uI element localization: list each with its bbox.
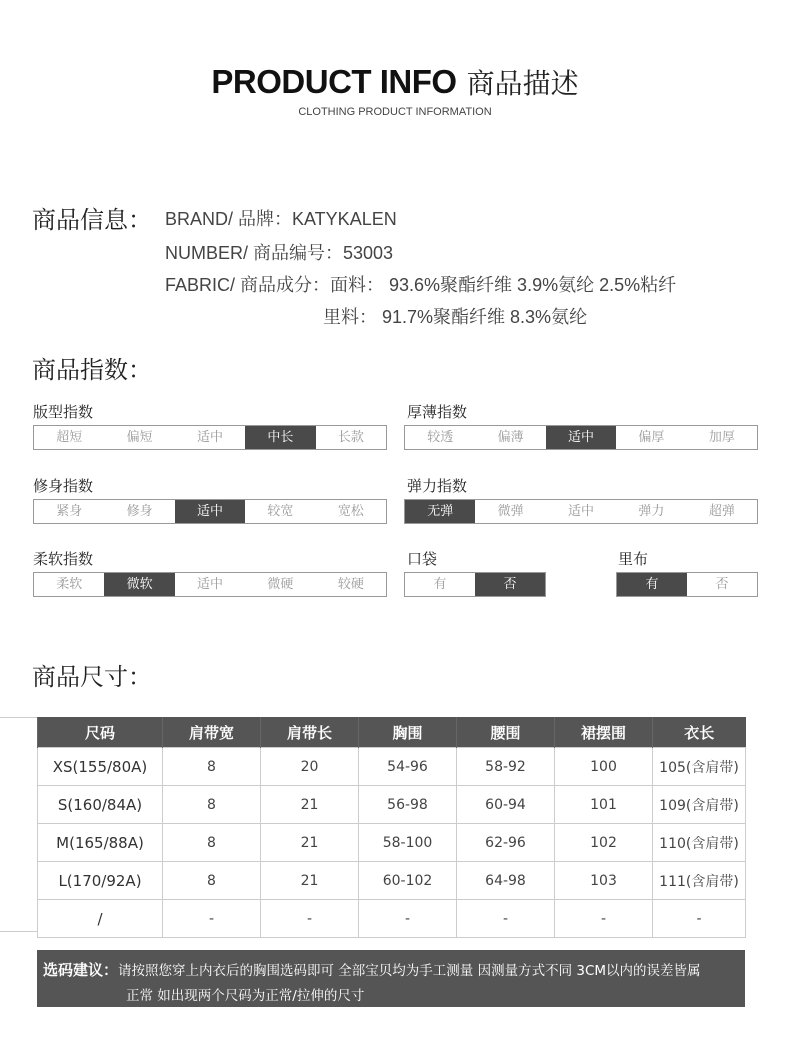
table-cell: - bbox=[359, 900, 457, 938]
page-subtitle: CLOTHING PRODUCT INFORMATION bbox=[298, 106, 492, 118]
scale-option-selected: 适中 bbox=[175, 500, 245, 523]
table-cell: 8 bbox=[163, 786, 261, 824]
scale-option: 否 bbox=[715, 577, 729, 592]
table-cell: 102 bbox=[555, 824, 653, 862]
scale-fit bbox=[33, 425, 387, 450]
table-cell: 101 bbox=[555, 786, 653, 824]
scale-option: 宽松 bbox=[337, 504, 364, 519]
scale-option: 紧身 bbox=[56, 504, 83, 519]
scale-option: 微硬 bbox=[267, 577, 294, 592]
scale-option: 较宽 bbox=[267, 504, 294, 519]
size-label-cell: XS(155/80A) bbox=[38, 748, 163, 786]
column-header: 裙摆围 bbox=[555, 717, 653, 748]
column-header: 肩带长 bbox=[261, 717, 359, 748]
table-cell: 60-94 bbox=[457, 786, 555, 824]
scale-option: 偏厚 bbox=[638, 430, 665, 445]
size-label-cell: S(160/84A) bbox=[38, 786, 163, 824]
column-header: 尺码 bbox=[38, 717, 163, 748]
title-en: PRODUCT INFO bbox=[211, 63, 457, 100]
table-cell: 20 bbox=[261, 748, 359, 786]
lining-line: 里料： 91.7%聚酯纤维 8.3%氨纶 bbox=[323, 307, 588, 327]
size-label-cell: L(170/92A) bbox=[38, 862, 163, 900]
table-cell: 62-96 bbox=[457, 824, 555, 862]
number-line: NUMBER/ 商品编号：53003 bbox=[165, 243, 394, 263]
group-label-softness: 柔软指数 bbox=[33, 550, 94, 568]
column-header: 肩带宽 bbox=[163, 717, 261, 748]
size-advice-line1: 请按照您穿上内衣后的胸围选码即可 全部宝贝均为手工测量 因测量方式不同 3CM以内的误差皆属 bbox=[118, 963, 701, 979]
table-cell: - bbox=[457, 900, 555, 938]
size-advice-line2: 正常 如出现两个尺码为正常/拉伸的尺寸 bbox=[126, 988, 365, 1004]
page-title bbox=[0, 62, 790, 102]
table-cell: - bbox=[261, 900, 359, 938]
size-advice-label: 选码建议： bbox=[43, 961, 119, 979]
size-label-cell: M(165/88A) bbox=[38, 824, 163, 862]
scale-option: 适中 bbox=[568, 504, 595, 519]
table-row bbox=[38, 786, 746, 824]
table-cell: 109(含肩带) bbox=[653, 786, 746, 824]
scale-option: 偏薄 bbox=[497, 430, 524, 445]
group-label-thickness: 厚薄指数 bbox=[407, 403, 468, 421]
scale-option-selected: 否 bbox=[475, 573, 545, 596]
scale-option: 加厚 bbox=[708, 430, 735, 445]
table-row bbox=[38, 824, 746, 862]
table-row bbox=[38, 900, 746, 938]
scale-elastic bbox=[404, 499, 758, 524]
group-label-elastic: 弹力指数 bbox=[407, 477, 468, 495]
scale-option: 长款 bbox=[337, 430, 364, 445]
scale-option: 较透 bbox=[427, 430, 454, 445]
table-cell: 110(含肩带) bbox=[653, 824, 746, 862]
scale-option: 偏短 bbox=[126, 430, 153, 445]
size-advice-box bbox=[37, 950, 745, 1007]
table-cell: 54-96 bbox=[359, 748, 457, 786]
indices-heading: 商品指数： bbox=[32, 356, 152, 384]
size-table bbox=[37, 717, 746, 938]
table-cell: 8 bbox=[163, 824, 261, 862]
fabric-line: FABRIC/ 商品成分：面料： 93.6%聚酯纤维 3.9%氨纶 2.5%粘纤 bbox=[165, 275, 677, 295]
table-left-rule bbox=[0, 717, 37, 718]
scale-option: 微弹 bbox=[497, 504, 524, 519]
scale-option-selected: 适中 bbox=[546, 426, 616, 449]
table-cell: 56-98 bbox=[359, 786, 457, 824]
table-cell: 21 bbox=[261, 824, 359, 862]
scale-softness bbox=[33, 572, 387, 597]
size-table-header bbox=[38, 717, 746, 748]
table-cell: 60-102 bbox=[359, 862, 457, 900]
scale-option: 超弹 bbox=[708, 504, 735, 519]
table-cell: 100 bbox=[555, 748, 653, 786]
scale-option: 较硬 bbox=[337, 577, 364, 592]
scale-option: 适中 bbox=[197, 577, 224, 592]
scale-pocket bbox=[404, 572, 546, 597]
table-cell: 21 bbox=[261, 862, 359, 900]
table-row bbox=[38, 748, 746, 786]
table-cell: - bbox=[653, 900, 746, 938]
group-label-pocket: 口袋 bbox=[407, 550, 438, 568]
size-label-cell: / bbox=[38, 900, 163, 938]
scale-option-selected: 微软 bbox=[104, 573, 174, 596]
scale-option: 柔软 bbox=[56, 577, 83, 592]
scale-slim bbox=[33, 499, 387, 524]
size-table-body bbox=[38, 748, 746, 938]
table-cell: 8 bbox=[163, 862, 261, 900]
column-header: 腰围 bbox=[457, 717, 555, 748]
scale-option-selected: 无弹 bbox=[405, 500, 475, 523]
table-left-rule bbox=[0, 931, 37, 932]
scale-thickness bbox=[404, 425, 758, 450]
scale-option-selected: 有 bbox=[617, 573, 687, 596]
scale-option: 有 bbox=[433, 577, 447, 592]
scale-option: 弹力 bbox=[638, 504, 665, 519]
table-cell: 103 bbox=[555, 862, 653, 900]
product-info-heading: 商品信息： bbox=[32, 206, 152, 234]
table-cell: 58-92 bbox=[457, 748, 555, 786]
table-cell: 58-100 bbox=[359, 824, 457, 862]
table-cell: 64-98 bbox=[457, 862, 555, 900]
table-cell: 105(含肩带) bbox=[653, 748, 746, 786]
scale-lining bbox=[616, 572, 758, 597]
brand-line: BRAND/ 品牌：KATYKALEN bbox=[165, 209, 397, 229]
size-heading: 商品尺寸： bbox=[32, 663, 152, 691]
group-label-fit: 版型指数 bbox=[33, 403, 94, 421]
table-cell: - bbox=[163, 900, 261, 938]
table-cell: 21 bbox=[261, 786, 359, 824]
group-label-lining: 里布 bbox=[618, 550, 649, 568]
scale-option: 适中 bbox=[197, 430, 224, 445]
table-cell: 111(含肩带) bbox=[653, 862, 746, 900]
table-cell: - bbox=[555, 900, 653, 938]
column-header: 胸围 bbox=[359, 717, 457, 748]
group-label-slim: 修身指数 bbox=[33, 477, 94, 495]
title-cn: 商品描述 bbox=[466, 67, 579, 100]
scale-option-selected: 中长 bbox=[245, 426, 315, 449]
table-cell: 8 bbox=[163, 748, 261, 786]
scale-option: 修身 bbox=[126, 504, 153, 519]
table-row bbox=[38, 862, 746, 900]
column-header: 衣长 bbox=[653, 717, 746, 748]
scale-option: 超短 bbox=[56, 430, 83, 445]
